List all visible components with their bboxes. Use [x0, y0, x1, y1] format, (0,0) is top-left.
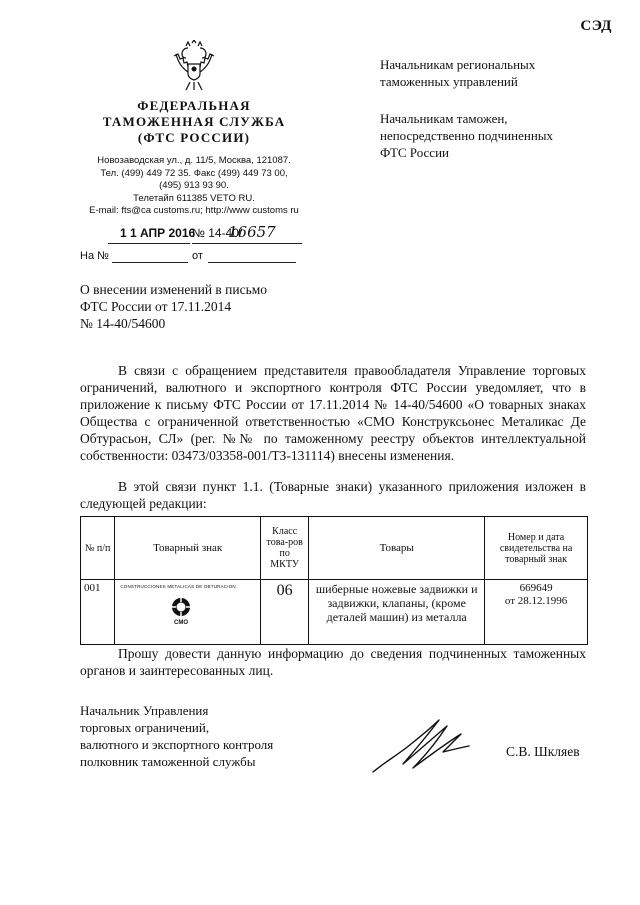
trademark-table — [80, 516, 588, 645]
paragraph-text: В связи с обращением представителя правообладателя Управление торговых ограничений, валютного и экспортного контроля ФТС России уведомляет, что в приложение к письму ФТС России от 17.11.2014 № 14-40/54600 «О товарных знаках Общества с ограниченной ответственностью «СМО Конструксьонес Металикас Де Обтурасьон, СЛ» (рег. №№ по таможенному реестру объектов интеллектуальной собственности: 03473/03358-001/ТЗ-131114) внесены изменения. — [80, 363, 586, 463]
signatory-name: С.В. Шкляев — [506, 744, 580, 759]
address-line-5: E-mail: fts@ca customs.ru; http://www customs ru — [89, 205, 299, 216]
body-paragraph-1 — [80, 362, 586, 464]
subject-line: № 14-40/54600 — [80, 316, 166, 331]
addressee-line: Начальникам таможен, — [380, 111, 508, 126]
letter-subject — [80, 281, 267, 332]
addressee-regional — [380, 56, 620, 90]
header-registration: Номер и дата свидетельства на товарный знак — [485, 517, 588, 580]
position-line: Начальник Управления — [80, 703, 209, 718]
outgoing-date: 1 1 АПР 2016 — [120, 226, 196, 240]
organization-address — [72, 155, 316, 218]
trademark-logo-icon — [166, 596, 196, 626]
header-goods: Товары — [309, 517, 485, 580]
header-num: № п/п — [81, 517, 115, 580]
trademark-logo-text: CMO — [174, 620, 189, 626]
outgoing-number-handwritten: 16657 — [228, 223, 276, 241]
paragraph-text: Прошу довести данную информацию до сведения подчиненных таможенных органов и заинтересованных лиц. — [80, 646, 586, 678]
address-line-4: Телетайп 611385 VETO RU. — [133, 192, 255, 204]
position-line: торговых ограничений, — [80, 720, 210, 735]
position-line: полковник таможенной службы — [80, 754, 256, 769]
org-line-2: ТАМОЖЕННАЯ СЛУЖБА — [102, 114, 286, 129]
registration-date: от 28.12.1996 — [504, 595, 568, 607]
cell-class: 06 — [261, 580, 309, 645]
header-mark: Товарный знак — [115, 517, 261, 580]
number-underline — [192, 243, 302, 244]
header-class: Класс това-ров по МКТУ — [261, 517, 309, 580]
subject-line: ФТС России от 17.11.2014 — [80, 299, 232, 314]
addressee-line: Начальникам региональных — [380, 57, 536, 72]
registration-number: 669649 — [519, 582, 553, 594]
cell-registration — [485, 580, 588, 645]
table-header-row — [81, 517, 588, 580]
table-row — [81, 580, 588, 645]
address-line-3: (495) 913 93 90. — [159, 180, 229, 191]
signatory-position — [80, 702, 273, 770]
subject-line: О внесении изменений в письмо — [80, 282, 268, 297]
org-line-3: (ФТС РОССИИ) — [137, 130, 251, 145]
org-line-1: ФЕДЕРАЛЬНАЯ — [137, 98, 251, 113]
sed-mark: СЭД — [580, 18, 612, 34]
cell-mark — [115, 580, 261, 645]
incoming-number-line — [112, 262, 188, 263]
address-line-1: Новозаводская ул., д. 11/5, Москва, 121087. — [97, 155, 291, 166]
outgoing-number-prefix: № 14-40/ — [192, 226, 243, 240]
body-paragraph-3 — [80, 645, 586, 679]
emblem-icon — [172, 40, 216, 92]
handwritten-signature — [365, 710, 475, 780]
incoming-date-line — [208, 262, 296, 263]
addressee-customs — [380, 110, 620, 161]
addressee-line: непосредственно подчиненных — [380, 128, 554, 143]
addressee-line: ФТС России — [380, 145, 449, 160]
incoming-date-label: от — [192, 250, 203, 262]
paragraph-text: В этой связи пункт 1.1. (Товарные знаки) указанного приложения изложен в следующей редакции: — [80, 479, 586, 511]
address-line-2: Тел. (499) 449 72 35. Факс (499) 449 73 00, — [100, 167, 288, 179]
body-paragraph-2 — [80, 478, 586, 512]
organization-name — [84, 98, 304, 146]
incoming-reference — [80, 250, 300, 268]
trademark-title: CONSTRUCCIONES METALICAS DE OBTURACION — [120, 584, 236, 589]
position-line: валютного и экспортного контроля — [80, 737, 274, 752]
incoming-number-label: На № — [80, 250, 109, 262]
date-underline — [108, 243, 190, 244]
addressee-line: таможенных управлений — [380, 74, 518, 89]
cell-num: 001 — [81, 580, 115, 645]
cell-goods: шиберные ножевые задвижки и задвижки, клапаны, (кроме деталей машин) из металла — [309, 580, 485, 645]
